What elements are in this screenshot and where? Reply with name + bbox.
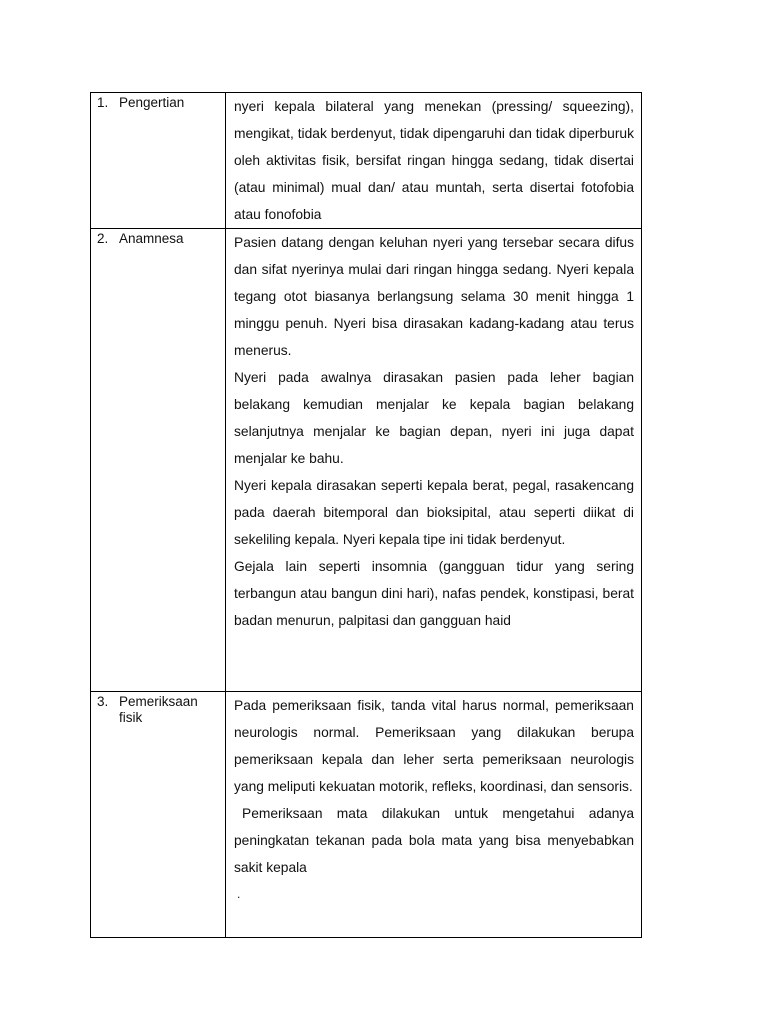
row-label-cell xyxy=(91,229,226,692)
row-label: Anamnesa xyxy=(119,231,184,246)
row-label: Pengertian xyxy=(119,95,185,110)
row-number: 2. xyxy=(97,231,109,246)
row-number: 1. xyxy=(97,95,109,110)
table-row-pengertian xyxy=(91,93,642,229)
row-label: Pemeriksaan fisik xyxy=(119,694,198,725)
paragraph: Nyeri kepala dirasakan seperti kepala berat, pegal, rasakencang pada daerah bitemporal dan bioksipital, atau seperti diikat di sekeliling kepala. Nyeri kepala tipe ini tidak berdenyut. xyxy=(234,478,634,547)
paragraph: Pada pemeriksaan fisik, tanda vital harus normal, pemeriksaan neurologis normal. Pemeriksaan yang dilakukan berupa pemeriksaan kepala dan leher serta pemeriksaan neurologis yang meliputi kekuatan motorik, refleks, koordinasi, dan sensoris. xyxy=(234,698,634,794)
row-number: 3. xyxy=(97,694,109,709)
row-content-cell xyxy=(226,229,642,692)
definition-table xyxy=(90,92,642,938)
paragraph: Nyeri pada awalnya dirasakan pasien pada leher bagian belakang kemudian menjalar ke kepala bagian belakang selanjutnya menjalar ke bagian depan, nyeri ini juga dapat menjalar ke bahu. xyxy=(234,370,634,466)
table-row-anamnesa xyxy=(91,229,642,692)
row-content-cell xyxy=(226,692,642,938)
paragraph: Pemeriksaan mata dilakukan untuk mengetahui adanya peningkatan tekanan pada bola mata yang bisa menyebabkan sakit kepala xyxy=(234,806,634,875)
trailing-mark: . xyxy=(237,887,241,901)
row-label-cell xyxy=(91,93,226,229)
paragraph: nyeri kepala bilateral yang menekan (pressing/ squeezing), mengikat, tidak berdenyut, tidak dipengaruhi dan tidak diperburuk oleh aktivitas fisik, bersifat ringan hingga sedang, tidak disertai (atau minimal) mual dan/ atau muntah, serta disertai fotofobia atau fonofobia xyxy=(234,99,634,222)
table-row-pemeriksaan-fisik xyxy=(91,692,642,938)
row-label-cell xyxy=(91,692,226,938)
row-content-cell xyxy=(226,93,642,229)
paragraph: Pasien datang dengan keluhan nyeri yang tersebar secara difus dan sifat nyerinya mulai dari ringan hingga sedang. Nyeri kepala tegang otot biasanya berlangsung selama 30 menit hingga 1 minggu penuh. Nyeri bisa dirasakan kadang-kadang atau terus menerus. xyxy=(234,235,634,358)
paragraph: Gejala lain seperti insomnia (gangguan tidur yang sering terbangun atau bangun dini hari), nafas pendek, konstipasi, berat badan menurun, palpitasi dan gangguan haid xyxy=(234,559,634,628)
